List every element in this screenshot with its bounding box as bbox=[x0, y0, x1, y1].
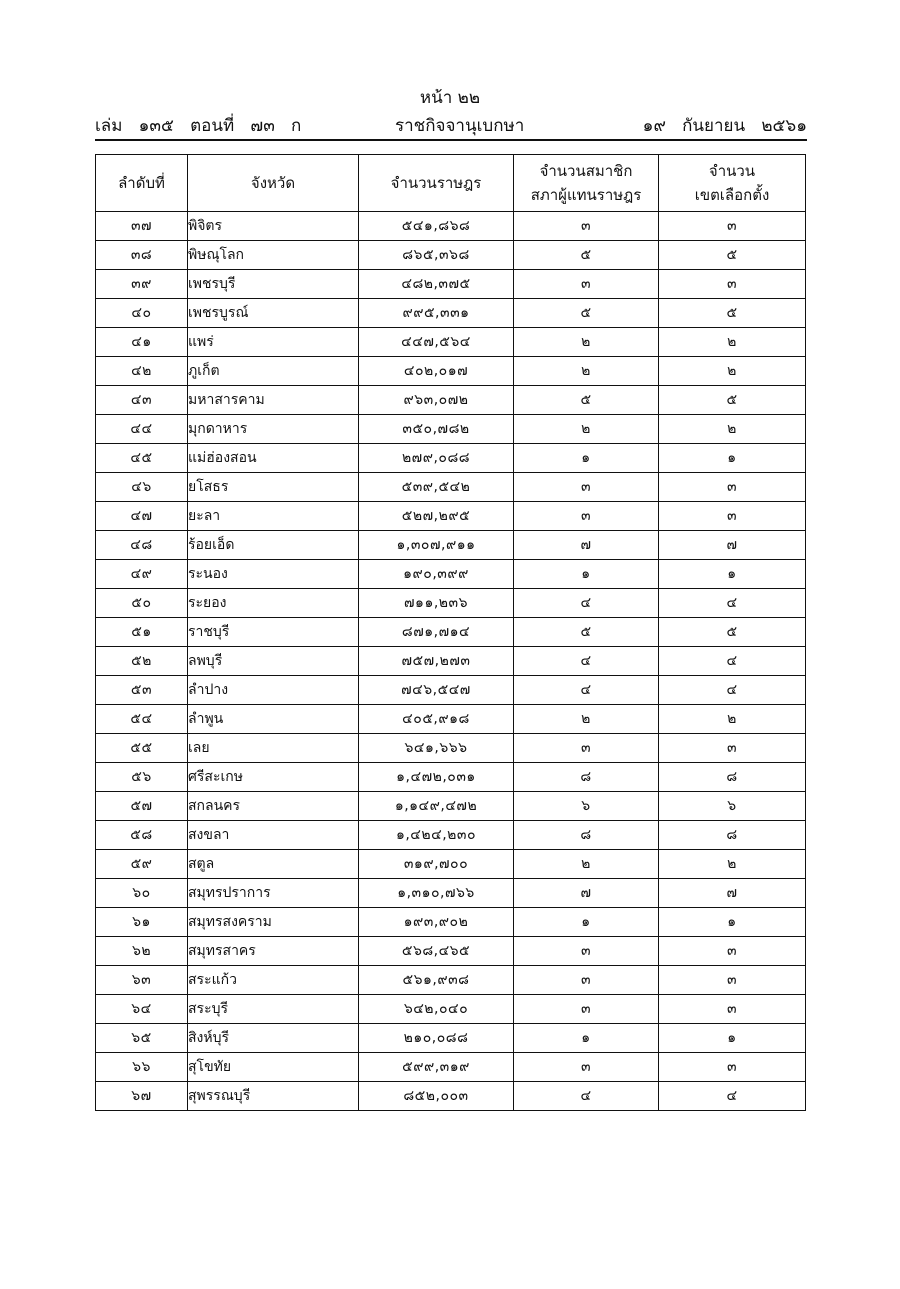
cell-order: ๕๓ bbox=[96, 676, 188, 705]
cell-districts: ๒ bbox=[659, 357, 806, 386]
cell-province: เลย bbox=[188, 734, 359, 763]
cell-order: ๔๔ bbox=[96, 415, 188, 444]
cell-order: ๕๐ bbox=[96, 589, 188, 618]
cell-province: เพชรบูรณ์ bbox=[188, 299, 359, 328]
cell-districts: ๒ bbox=[659, 705, 806, 734]
cell-districts: ๖ bbox=[659, 792, 806, 821]
table-row bbox=[96, 473, 806, 502]
cell-province: ยโสธร bbox=[188, 473, 359, 502]
cell-population: ๕๙๙,๓๑๙ bbox=[359, 1053, 514, 1082]
table-row bbox=[96, 618, 806, 647]
cell-province: พิจิตร bbox=[188, 212, 359, 241]
cell-order: ๖๓ bbox=[96, 966, 188, 995]
cell-districts: ๓ bbox=[659, 734, 806, 763]
cell-order: ๓๙ bbox=[96, 270, 188, 299]
cell-districts: ๓ bbox=[659, 502, 806, 531]
table-row bbox=[96, 647, 806, 676]
table-row bbox=[96, 357, 806, 386]
cell-population: ๒๑๐,๐๘๘ bbox=[359, 1024, 514, 1053]
cell-members: ๕ bbox=[514, 241, 659, 270]
cell-members: ๗ bbox=[514, 879, 659, 908]
cell-order: ๖๗ bbox=[96, 1082, 188, 1111]
cell-province: ราชบุรี bbox=[188, 618, 359, 647]
cell-population: ๙๙๕,๓๓๑ bbox=[359, 299, 514, 328]
cell-order: ๔๓ bbox=[96, 386, 188, 415]
cell-order: ๔๕ bbox=[96, 444, 188, 473]
table-row bbox=[96, 763, 806, 792]
cell-districts: ๑ bbox=[659, 444, 806, 473]
cell-population: ๓๕๐,๗๘๒ bbox=[359, 415, 514, 444]
cell-province: สมุทรสงคราม bbox=[188, 908, 359, 937]
cell-districts: ๕ bbox=[659, 386, 806, 415]
table-row bbox=[96, 589, 806, 618]
cell-order: ๕๙ bbox=[96, 850, 188, 879]
table-row bbox=[96, 212, 806, 241]
cell-province: สมุทรสาคร bbox=[188, 937, 359, 966]
cell-population: ๕๒๗,๒๙๕ bbox=[359, 502, 514, 531]
cell-districts: ๗ bbox=[659, 879, 806, 908]
table-row bbox=[96, 705, 806, 734]
table-row bbox=[96, 241, 806, 270]
cell-population: ๔๘๒,๓๗๕ bbox=[359, 270, 514, 299]
table-row bbox=[96, 676, 806, 705]
table-row bbox=[96, 1053, 806, 1082]
table-header-row bbox=[96, 155, 806, 212]
cell-districts: ๔ bbox=[659, 647, 806, 676]
cell-members: ๓ bbox=[514, 270, 659, 299]
table-row bbox=[96, 328, 806, 357]
cell-order: ๖๐ bbox=[96, 879, 188, 908]
cell-province: ระนอง bbox=[188, 560, 359, 589]
cell-districts: ๕ bbox=[659, 618, 806, 647]
cell-population: ๒๗๙,๐๘๘ bbox=[359, 444, 514, 473]
cell-population: ๘๕๒,๐๐๓ bbox=[359, 1082, 514, 1111]
cell-districts: ๗ bbox=[659, 531, 806, 560]
cell-order: ๔๑ bbox=[96, 328, 188, 357]
table-row bbox=[96, 299, 806, 328]
cell-districts: ๓ bbox=[659, 212, 806, 241]
table-row bbox=[96, 270, 806, 299]
cell-order: ๕๕ bbox=[96, 734, 188, 763]
cell-members: ๒ bbox=[514, 850, 659, 879]
cell-population: ๑,๓๑๐,๗๖๖ bbox=[359, 879, 514, 908]
table-row bbox=[96, 560, 806, 589]
cell-members: ๒ bbox=[514, 328, 659, 357]
cell-members: ๘ bbox=[514, 821, 659, 850]
table-row bbox=[96, 792, 806, 821]
cell-members: ๓ bbox=[514, 995, 659, 1024]
cell-order: ๕๑ bbox=[96, 618, 188, 647]
cell-province: มุกดาหาร bbox=[188, 415, 359, 444]
cell-population: ๔๐๕,๙๑๘ bbox=[359, 705, 514, 734]
cell-order: ๕๗ bbox=[96, 792, 188, 821]
header-districts bbox=[659, 155, 806, 212]
cell-province: แม่ฮ่องสอน bbox=[188, 444, 359, 473]
cell-order: ๔๖ bbox=[96, 473, 188, 502]
cell-districts: ๓ bbox=[659, 270, 806, 299]
cell-members: ๑ bbox=[514, 1024, 659, 1053]
cell-province: ร้อยเอ็ด bbox=[188, 531, 359, 560]
cell-members: ๔ bbox=[514, 676, 659, 705]
cell-districts: ๔ bbox=[659, 676, 806, 705]
cell-population: ๑๙๐,๓๙๙ bbox=[359, 560, 514, 589]
cell-population: ๘๗๑,๗๑๔ bbox=[359, 618, 514, 647]
cell-population: ๗๕๗,๒๗๓ bbox=[359, 647, 514, 676]
cell-population: ๗๑๑,๒๓๖ bbox=[359, 589, 514, 618]
constituency-table bbox=[95, 154, 806, 1111]
cell-province: สิงห์บุรี bbox=[188, 1024, 359, 1053]
cell-order: ๖๒ bbox=[96, 937, 188, 966]
cell-members: ๕ bbox=[514, 386, 659, 415]
cell-order: ๖๔ bbox=[96, 995, 188, 1024]
header-districts-line2: เขตเลือกตั้ง bbox=[694, 186, 770, 204]
cell-population: ๑,๔๒๔,๒๓๐ bbox=[359, 821, 514, 850]
cell-members: ๓ bbox=[514, 937, 659, 966]
table-row bbox=[96, 850, 806, 879]
cell-province: แพร่ bbox=[188, 328, 359, 357]
publication-title: ราชกิจจานุเบกษา bbox=[395, 116, 525, 136]
table-row bbox=[96, 502, 806, 531]
cell-members: ๓ bbox=[514, 473, 659, 502]
cell-order: ๖๑ bbox=[96, 908, 188, 937]
cell-population: ๑,๔๗๒,๐๓๑ bbox=[359, 763, 514, 792]
cell-members: ๓ bbox=[514, 966, 659, 995]
cell-districts: ๓ bbox=[659, 937, 806, 966]
cell-districts: ๓ bbox=[659, 1053, 806, 1082]
cell-order: ๔๙ bbox=[96, 560, 188, 589]
header-province: จังหวัด bbox=[188, 155, 359, 212]
cell-members: ๒ bbox=[514, 415, 659, 444]
header-members-line1: จำนวนสมาชิก bbox=[539, 162, 633, 180]
cell-province: ยะลา bbox=[188, 502, 359, 531]
cell-districts: ๔ bbox=[659, 589, 806, 618]
cell-province: สระแก้ว bbox=[188, 966, 359, 995]
cell-order: ๔๗ bbox=[96, 502, 188, 531]
header-rule bbox=[95, 139, 807, 141]
cell-order: ๕๖ bbox=[96, 763, 188, 792]
cell-province: สุโขทัย bbox=[188, 1053, 359, 1082]
cell-order: ๖๕ bbox=[96, 1024, 188, 1053]
cell-districts: ๑ bbox=[659, 908, 806, 937]
cell-population: ๓๑๙,๗๐๐ bbox=[359, 850, 514, 879]
cell-province: สุพรรณบุรี bbox=[188, 1082, 359, 1111]
cell-members: ๑ bbox=[514, 560, 659, 589]
gazette-header bbox=[95, 112, 807, 136]
cell-population: ๗๔๖,๕๔๗ bbox=[359, 676, 514, 705]
cell-members: ๔ bbox=[514, 589, 659, 618]
cell-population: ๕๖๘,๔๖๕ bbox=[359, 937, 514, 966]
cell-districts: ๒ bbox=[659, 328, 806, 357]
cell-province: ภูเก็ต bbox=[188, 357, 359, 386]
cell-province: ลพบุรี bbox=[188, 647, 359, 676]
cell-districts: ๒ bbox=[659, 415, 806, 444]
cell-population: ๕๔๑,๘๖๘ bbox=[359, 212, 514, 241]
cell-districts: ๘ bbox=[659, 763, 806, 792]
cell-population: ๔๐๒,๐๑๗ bbox=[359, 357, 514, 386]
cell-province: ลำพูน bbox=[188, 705, 359, 734]
cell-order: ๕๒ bbox=[96, 647, 188, 676]
cell-population: ๕๖๑,๙๓๘ bbox=[359, 966, 514, 995]
cell-districts: ๓ bbox=[659, 966, 806, 995]
cell-population: ๑,๓๐๗,๙๑๑ bbox=[359, 531, 514, 560]
cell-districts: ๑ bbox=[659, 560, 806, 589]
cell-districts: ๑ bbox=[659, 1024, 806, 1053]
cell-districts: ๓ bbox=[659, 995, 806, 1024]
table-row bbox=[96, 531, 806, 560]
cell-population: ๕๓๙,๕๔๒ bbox=[359, 473, 514, 502]
cell-population: ๑,๑๔๙,๔๗๒ bbox=[359, 792, 514, 821]
cell-districts: ๕ bbox=[659, 241, 806, 270]
cell-districts: ๓ bbox=[659, 473, 806, 502]
cell-province: ลำปาง bbox=[188, 676, 359, 705]
page-number: หน้า ๒๒ bbox=[419, 88, 481, 108]
table-row bbox=[96, 821, 806, 850]
cell-population: ๘๖๕,๓๖๘ bbox=[359, 241, 514, 270]
header-districts-line1: จำนวน bbox=[708, 162, 756, 180]
cell-members: ๓ bbox=[514, 734, 659, 763]
header-members-line2: สภาผู้แทนราษฎร bbox=[530, 186, 642, 204]
cell-members: ๓ bbox=[514, 502, 659, 531]
cell-population: ๖๔๑,๖๖๖ bbox=[359, 734, 514, 763]
cell-order: ๓๘ bbox=[96, 241, 188, 270]
cell-members: ๔ bbox=[514, 1082, 659, 1111]
cell-province: สมุทรปราการ bbox=[188, 879, 359, 908]
cell-population: ๙๖๓,๐๗๒ bbox=[359, 386, 514, 415]
cell-province: สระบุรี bbox=[188, 995, 359, 1024]
cell-districts: ๘ bbox=[659, 821, 806, 850]
cell-province: เพชรบุรี bbox=[188, 270, 359, 299]
cell-province: มหาสารคาม bbox=[188, 386, 359, 415]
cell-districts: ๒ bbox=[659, 850, 806, 879]
cell-province: สกลนคร bbox=[188, 792, 359, 821]
header-members bbox=[514, 155, 659, 212]
cell-province: พิษณุโลก bbox=[188, 241, 359, 270]
cell-members: ๒ bbox=[514, 705, 659, 734]
table-row bbox=[96, 1082, 806, 1111]
cell-province: ศรีสะเกษ bbox=[188, 763, 359, 792]
header-population: จำนวนราษฎร bbox=[359, 155, 514, 212]
cell-members: ๒ bbox=[514, 357, 659, 386]
cell-members: ๓ bbox=[514, 212, 659, 241]
cell-districts: ๕ bbox=[659, 299, 806, 328]
table-row bbox=[96, 908, 806, 937]
table-row bbox=[96, 1024, 806, 1053]
cell-order: ๓๗ bbox=[96, 212, 188, 241]
cell-districts: ๔ bbox=[659, 1082, 806, 1111]
cell-members: ๕ bbox=[514, 299, 659, 328]
cell-members: ๖ bbox=[514, 792, 659, 821]
cell-population: ๔๔๗,๕๖๔ bbox=[359, 328, 514, 357]
cell-members: ๑ bbox=[514, 908, 659, 937]
cell-order: ๔๘ bbox=[96, 531, 188, 560]
cell-members: ๓ bbox=[514, 1053, 659, 1082]
table-row bbox=[96, 386, 806, 415]
cell-members: ๑ bbox=[514, 444, 659, 473]
cell-population: ๑๙๓,๙๐๒ bbox=[359, 908, 514, 937]
cell-order: ๔๒ bbox=[96, 357, 188, 386]
table-row bbox=[96, 879, 806, 908]
cell-population: ๖๔๒,๐๔๐ bbox=[359, 995, 514, 1024]
cell-order: ๖๖ bbox=[96, 1053, 188, 1082]
cell-members: ๔ bbox=[514, 647, 659, 676]
table-row bbox=[96, 937, 806, 966]
cell-province: สงขลา bbox=[188, 821, 359, 850]
table-row bbox=[96, 444, 806, 473]
cell-members: ๕ bbox=[514, 618, 659, 647]
cell-members: ๘ bbox=[514, 763, 659, 792]
cell-province: ระยอง bbox=[188, 589, 359, 618]
header-order: ลำดับที่ bbox=[96, 155, 188, 212]
cell-order: ๔๐ bbox=[96, 299, 188, 328]
cell-province: สตูล bbox=[188, 850, 359, 879]
table-row bbox=[96, 415, 806, 444]
table-row bbox=[96, 995, 806, 1024]
cell-order: ๕๘ bbox=[96, 821, 188, 850]
cell-members: ๗ bbox=[514, 531, 659, 560]
volume-issue: เล่ม ๑๓๕ ตอนที่ ๗๓ ก bbox=[95, 116, 302, 136]
table-body bbox=[96, 212, 806, 1111]
cell-order: ๕๔ bbox=[96, 705, 188, 734]
publication-date: ๑๙ กันยายน ๒๕๖๑ bbox=[642, 116, 807, 136]
table-row bbox=[96, 734, 806, 763]
table-row bbox=[96, 966, 806, 995]
